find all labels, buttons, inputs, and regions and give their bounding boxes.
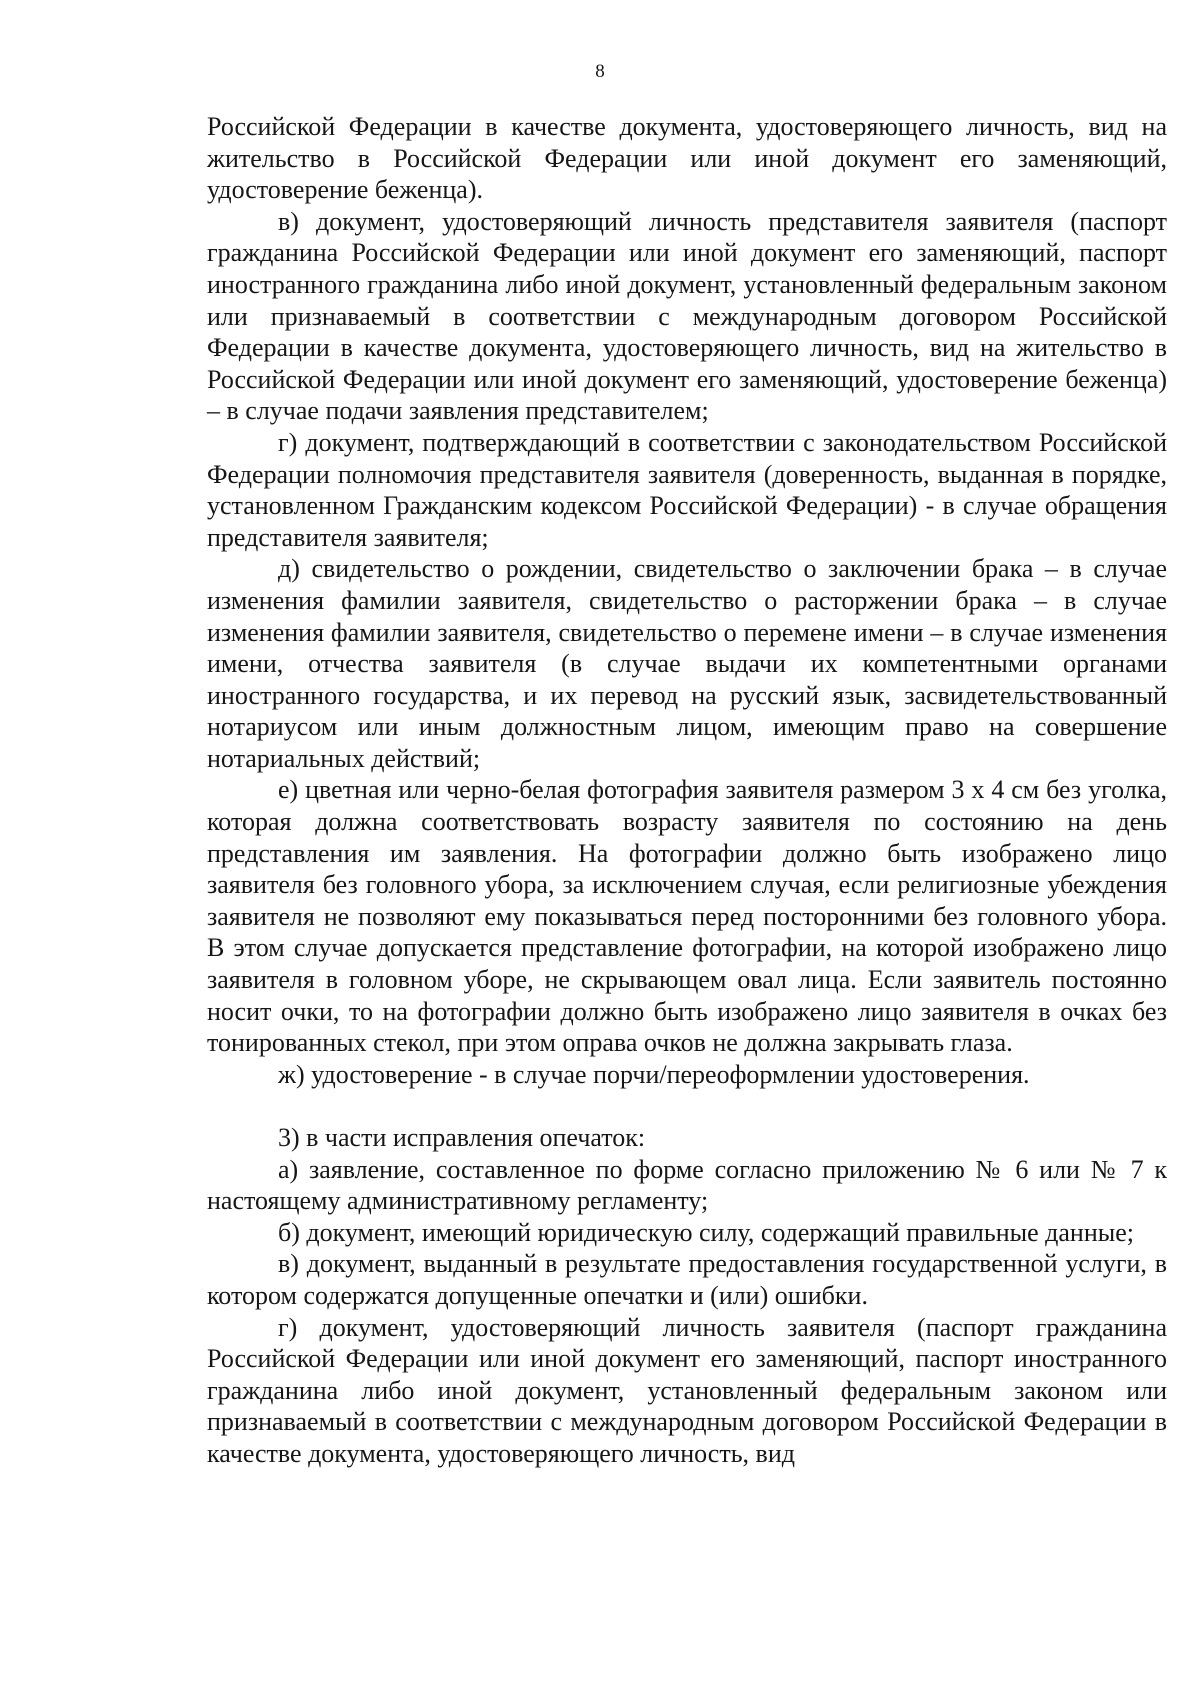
paragraph-item-a-application: а) заявление, составленное по форме согласно приложению № 6 или № 7 к настоящему административному регламенту; — [207, 1154, 1167, 1216]
page-number: 8 — [595, 61, 605, 82]
paragraph-section-3-heading: 3) в части исправления опечаток: — [278, 1123, 646, 1152]
paragraph-continuation: Российской Федерации в качестве документа, удостоверяющего личность, вид на жительство в Российской Федерации или иной документ его заменяющий, удостоверение беженца). — [207, 112, 1167, 205]
document-body — [207, 111, 1167, 1470]
paragraph-item-v-issued-document: в) документ, выданный в результате предоставления государственной услуги, в котором содержатся допущенные опечатки и (или) ошибки. — [207, 1249, 1167, 1310]
paragraph-item-zh-certificate: ж) удостоверение - в случае порчи/переоформлении удостоверения. — [278, 1059, 1030, 1089]
paragraph-item-v-representative-id: в) документ, удостоверяющий личность представителя заявителя (паспорт гражданина Российской Федерации или иной документ его заменяющий, паспорт иностранного гражданина либо иной документ, установленный федеральным законом или признаваемый в соответствии с международным договором Российской Федерации в качестве документа, удостоверяющего личность, вид на жительство в Российской Федерации или иной документ его заменяющий, удостоверение беженца) – в случае подачи заявления представителем; — [207, 206, 1167, 426]
paragraph-item-g-applicant-id: г) документ, удостоверяющий личность заявителя (паспорт гражданина Российской Федерации или иной документ его заменяющий, паспорт иностранного гражданина либо иной документ, установленный федеральным законом или признаваемый в соответствии с международным договором Российской Федерации в качестве документа, удостоверяющего личность, вид — [207, 1312, 1167, 1468]
paragraph-item-b-legal-document: б) документ, имеющий юридическую силу, содержащий правильные данные; — [278, 1217, 1134, 1247]
paragraph-item-e-photograph: е) цветная или черно-белая фотография заявителя размером 3 х 4 см без уголка, которая должна соответствовать возрасту заявителя по состоянию на день представления им заявления. На фотографии должно быть изображено лицо заявителя без головного убора, за исключением случая, если религиозные убеждения заявителя не позволяют ему показываться перед посторонними без головного убора. В этом случае допускается представление фотографии, на которой изображено лицо заявителя в головном уборе, не скрывающем овал лица. Если заявитель постоянно носит очки, то на фотографии должно быть изображено лицо заявителя в очках без тонированных стекол, при этом оправа очков не должна закрывать глаза. — [207, 775, 1167, 1058]
paragraph-item-d-certificates: д) свидетельство о рождении, свидетельство о заключении брака – в случае изменения фамилии заявителя, свидетельство о расторжении брака – в случае изменения фамилии заявителя, свидетельство о перемене имени – в случае изменения имени, отчества заявителя (в случае выдачи их компетентными органами иностранного государства, и их перевод на русский язык, засвидетельствованный нотариусом или иным должностным лицом, имеющим право на совершение нотариальных действий; — [207, 554, 1167, 773]
paragraph-item-g-authority-document: г) документ, подтверждающий в соответствии с законодательством Российской Федерации полномочия представителя заявителя (доверенность, выданная в порядке, установленном Гражданским кодексом Российской Федерации) - в случае обращения представителя заявителя; — [207, 427, 1167, 552]
